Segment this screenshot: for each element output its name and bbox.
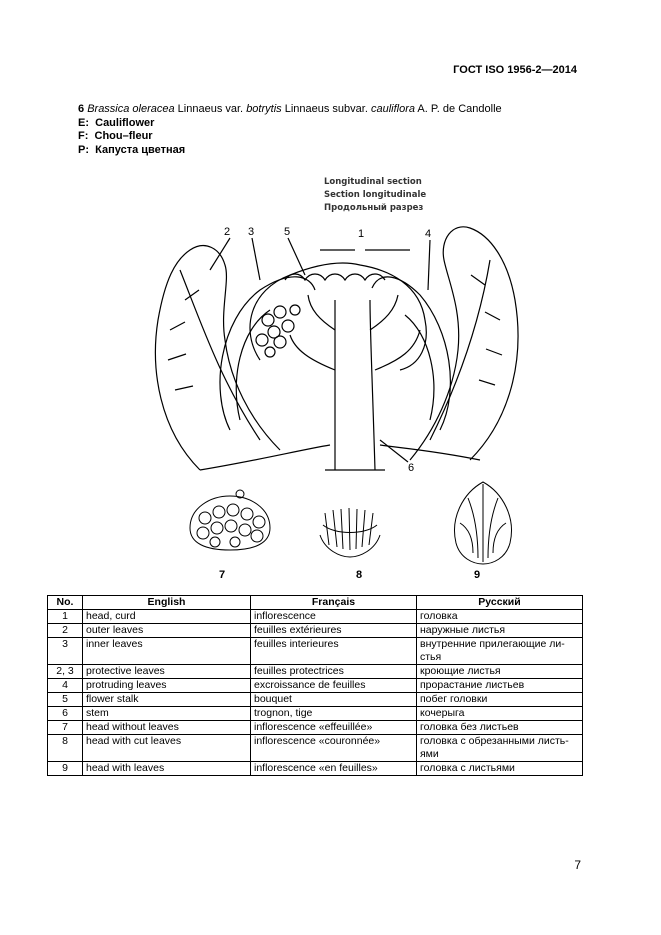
header-english: English bbox=[83, 596, 251, 610]
cell-no: 1 bbox=[48, 610, 83, 624]
cell-francais: trognon, tige bbox=[251, 707, 417, 721]
cell-russian: внутренние прилегающие ли-стья bbox=[417, 638, 583, 665]
table-row bbox=[48, 610, 583, 624]
table-row bbox=[48, 679, 583, 693]
cauliflower-section-figure bbox=[140, 170, 530, 490]
label-4: 4 bbox=[425, 228, 432, 240]
cell-francais: bouquet bbox=[251, 693, 417, 707]
cell-english: head with leaves bbox=[83, 762, 251, 776]
cell-no: 6 bbox=[48, 707, 83, 721]
author-2: Linnaeus subvar. bbox=[281, 103, 371, 115]
cell-no: 7 bbox=[48, 721, 83, 735]
subvariety: cauliflora bbox=[370, 103, 415, 115]
cell-francais: inflorescence bbox=[251, 610, 417, 624]
cell-russian: головка с обрезанными листь-ями bbox=[417, 735, 583, 762]
cell-no: 9 bbox=[48, 762, 83, 776]
figure-label-7: 7 bbox=[219, 569, 226, 581]
cell-english: inner leaves bbox=[83, 638, 251, 665]
cell-english: head with cut leaves bbox=[83, 735, 251, 762]
table-row bbox=[48, 721, 583, 735]
cell-francais: inflorescence «en feuilles» bbox=[251, 762, 417, 776]
section-drawing bbox=[140, 170, 530, 490]
cell-no: 2 bbox=[48, 624, 83, 638]
variety: botrytis bbox=[246, 103, 282, 115]
cell-no: 5 bbox=[48, 693, 83, 707]
cell-russian: прорастание листьев bbox=[417, 679, 583, 693]
head-without-leaves-figure bbox=[185, 488, 275, 558]
label-5: 5 bbox=[284, 226, 291, 238]
label-1: 1 bbox=[358, 228, 365, 240]
author-1: Linnaeus var. bbox=[174, 103, 247, 115]
table-row bbox=[48, 638, 583, 665]
species-entry bbox=[78, 103, 502, 157]
cell-english: outer leaves bbox=[83, 624, 251, 638]
cell-english: head without leaves bbox=[83, 721, 251, 735]
cell-no: 3 bbox=[48, 638, 83, 665]
cell-russian: головка bbox=[417, 610, 583, 624]
table-row bbox=[48, 762, 583, 776]
cell-francais: feuilles interieures bbox=[251, 638, 417, 665]
caption-ru: Продольный разрез bbox=[324, 203, 424, 213]
cell-russian: кроющие листья bbox=[417, 665, 583, 679]
figure-label-9: 9 bbox=[474, 569, 481, 581]
author-3: A. P. de Candolle bbox=[414, 103, 502, 115]
name-russian: P: Капуста цветная bbox=[78, 143, 186, 156]
table-row bbox=[48, 624, 583, 638]
table-row bbox=[48, 693, 583, 707]
cell-english: protruding leaves bbox=[83, 679, 251, 693]
name-english: E: Cauliflower bbox=[78, 116, 155, 129]
cell-no: 2, 3 bbox=[48, 665, 83, 679]
label-3: 3 bbox=[248, 226, 255, 238]
cell-francais: feuilles extérieures bbox=[251, 624, 417, 638]
cell-francais: inflorescence «effeuillée» bbox=[251, 721, 417, 735]
species-name-line bbox=[78, 103, 502, 117]
entry-number: 6 bbox=[78, 103, 85, 115]
head-with-leaves-figure bbox=[448, 478, 518, 568]
caption-fr: Section longitudinale bbox=[324, 190, 427, 200]
terms-table bbox=[47, 595, 583, 776]
cell-english: flower stalk bbox=[83, 693, 251, 707]
label-6: 6 bbox=[408, 462, 415, 474]
header-no: No. bbox=[48, 596, 83, 610]
cell-russian: наружные листья bbox=[417, 624, 583, 638]
cell-no: 4 bbox=[48, 679, 83, 693]
cell-russian: побег головки bbox=[417, 693, 583, 707]
cell-no: 8 bbox=[48, 735, 83, 762]
page-number: 7 bbox=[574, 858, 581, 872]
figure-label-8: 8 bbox=[356, 569, 363, 581]
table-row bbox=[48, 665, 583, 679]
cell-english: stem bbox=[83, 707, 251, 721]
cell-francais: inflorescence «couronnée» bbox=[251, 735, 417, 762]
header-francais: Français bbox=[251, 596, 417, 610]
caption-en: Longitudinal section bbox=[324, 177, 422, 187]
head-with-cut-leaves-figure bbox=[315, 505, 385, 560]
cell-francais: excroissance de feuilles bbox=[251, 679, 417, 693]
cell-francais: feuilles protectrices bbox=[251, 665, 417, 679]
cell-russian: головка с листьями bbox=[417, 762, 583, 776]
genus-species: Brassica oleracea bbox=[87, 103, 175, 115]
cell-english: head, curd bbox=[83, 610, 251, 624]
table-row bbox=[48, 735, 583, 762]
cell-english: protective leaves bbox=[83, 665, 251, 679]
standard-header: ГОСТ ISO 1956-2—2014 bbox=[453, 64, 577, 76]
header-russian: Русский bbox=[417, 596, 583, 610]
cell-russian: кочерыга bbox=[417, 707, 583, 721]
table-header-row bbox=[48, 596, 583, 610]
name-french: F: Chou–fleur bbox=[78, 130, 153, 142]
cell-russian: головка без листьев bbox=[417, 721, 583, 735]
label-2: 2 bbox=[224, 226, 231, 238]
table-row bbox=[48, 707, 583, 721]
